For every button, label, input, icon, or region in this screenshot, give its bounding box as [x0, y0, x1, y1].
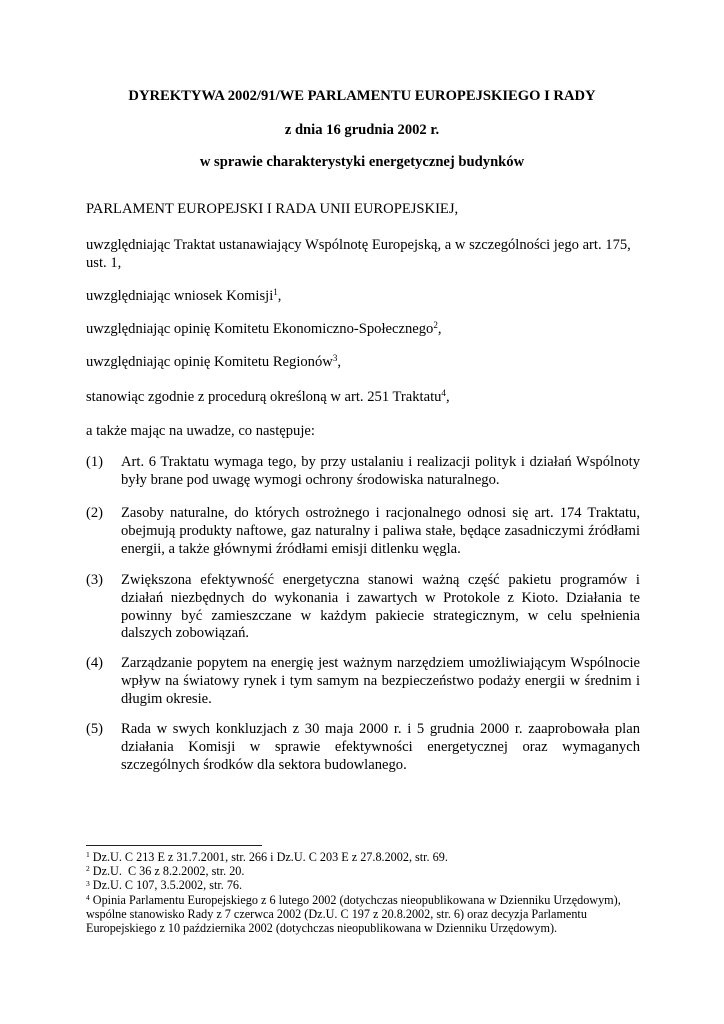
- citation-punctuation: ,: [437, 321, 442, 337]
- footnote-reference: 2: [433, 320, 438, 331]
- recital-line: Rada w swych konkluzjach z 30 maja 2000 r. i 5 grudnia 2000 r. zaaprobowała plan: [121, 721, 640, 737]
- recital-number: (1): [86, 454, 104, 470]
- recital-number: (2): [86, 505, 104, 521]
- citation-text: uwzględniając opinię Komitetu Ekonomiczno-Społecznego: [86, 321, 434, 337]
- citation-treaty: [86, 236, 631, 272]
- recital-text: [121, 655, 640, 708]
- footnote-text: Dz.U. C 107, 3.5.2002, str. 76.: [92, 878, 243, 893]
- citation-text: stanowiąc zgodnie z procedurą określoną w art. 251 Traktatu: [86, 389, 442, 405]
- footnote-text: Opinia Parlamentu Europejskiego z 6 lutego 2002 (dotychczas nieopublikowana w Dzienniku Urzędowym),: [92, 892, 621, 907]
- footnote-reference: 4: [441, 388, 446, 399]
- recital-number: (4): [86, 655, 104, 671]
- citation-text: uwzględniając opinię Komitetu Regionów: [86, 354, 333, 370]
- directive-subject: w sprawie charakterystyki energetycznej budynków: [199, 154, 525, 170]
- footnote-4: [86, 893, 686, 907]
- citation-commission-proposal: [86, 287, 281, 305]
- footnote-reference: 1: [273, 287, 278, 298]
- citation-punctuation: ,: [445, 389, 450, 405]
- citation-line: uwzględniając Traktat ustanawiający Wspólnotę Europejską, a w szczególności jego art. 175,: [86, 237, 631, 253]
- footnote-number: 3: [86, 878, 90, 888]
- recital-line: energii, a także głównymi źródłami emisji ditlenku węgla.: [121, 540, 461, 557]
- recital-text: [121, 721, 640, 774]
- citation-committee-of-regions: [86, 353, 341, 371]
- recital-text: [121, 505, 640, 558]
- recital-line: Zwiększona efektywność energetyczna stanowi ważną część pakietu programów i: [121, 572, 640, 588]
- recital-line: długim okresie.: [121, 690, 212, 707]
- recital-line: dalszych zobowiązań.: [121, 625, 250, 642]
- footnote-4-continuation: Europejskiego z 10 października 2002 (dotychczas nieopublikowana w Dzienniku Urzędowym).: [86, 921, 558, 936]
- recital-number: (5): [86, 721, 104, 737]
- footnote-separator: [86, 845, 262, 846]
- footnote-reference: 3: [332, 353, 338, 364]
- citation-punctuation: ,: [337, 354, 342, 370]
- recital-line: obejmują produkty naftowe, gaz naturalny i paliwa stałe, będące zasadniczymi źródłami: [121, 522, 640, 539]
- footnote-text: Dz.U. C 36 z 8.2.2002, str. 20.: [92, 864, 245, 879]
- recitals-intro: a także mając na uwadze, co następuje:: [86, 423, 315, 439]
- footnote-text: Dz.U. C 213 E z 31.7.2001, str. 266 i Dz.U. C 203 E z 27.8.2002, str. 69.: [92, 850, 448, 864]
- recital-line: szczególnych środków dla sektora budowlanego.: [121, 756, 407, 773]
- recital-text: [121, 454, 640, 490]
- recital-line: działania Komisji w sprawie efektywności energetycznej oraz wymaganych: [121, 738, 640, 755]
- citation-punctuation: ,: [277, 288, 282, 304]
- directive-title: DYREKTYWA 2002/91/WE PARLAMENTU EUROPEJSKIEGO I RADY: [128, 88, 596, 104]
- recital-line: wpływ na światowy rynek i tym samym na bezpieczeństwo podaży energii w średnim i: [121, 672, 640, 689]
- directive-date: z dnia 16 grudnia 2002 r.: [284, 122, 440, 138]
- citation-economic-social-committee: [86, 320, 442, 338]
- recital-line: były brane pod uwagę wymogi ochrony środowiska naturalnego.: [121, 471, 500, 488]
- recital-number: (3): [86, 572, 104, 588]
- citation-line: ust. 1,: [86, 255, 122, 271]
- footnote-number: 2: [86, 864, 90, 874]
- recital-line: Art. 6 Traktatu wymaga tego, by przy ustalaniu i realizacji polityk i działań Wspólnoty: [121, 454, 640, 470]
- footnote-3: [86, 878, 686, 892]
- footnote-4-continuation: wspólne stanowisko Rady z 7 czerwca 2002 (Dz.U. C 197 z 20.8.2002, str. 6) oraz decyzja Parlamentu: [86, 906, 587, 921]
- recital-line: Zasoby naturalne, do których ostrożnego i racjonalnego odnosi się art. 174 Traktatu,: [121, 505, 640, 521]
- footnote-number: 1: [86, 850, 90, 860]
- recital-line: Zarządzanie popytem na energię jest ważnym narzędziem umożliwiającym Wspólnocie: [121, 655, 640, 671]
- footnotes: [86, 850, 686, 935]
- footnote-1: [86, 850, 686, 864]
- recital-text: [121, 572, 640, 643]
- footnote-number: 4: [86, 892, 90, 902]
- recital-line: powinny być zamieszczane w każdym pakiecie strategicznym, w celu spełnienia: [121, 607, 640, 624]
- citation-procedure: [86, 388, 450, 406]
- recital-line: działań niezbędnych do wykonania i zawartych w Protokole z Kioto. Działania te: [121, 589, 640, 606]
- footnote-2: [86, 864, 686, 878]
- enacting-body: PARLAMENT EUROPEJSKI I RADA UNII EUROPEJSKIEJ,: [86, 201, 459, 217]
- citation-text: uwzględniając wniosek Komisji: [86, 288, 274, 304]
